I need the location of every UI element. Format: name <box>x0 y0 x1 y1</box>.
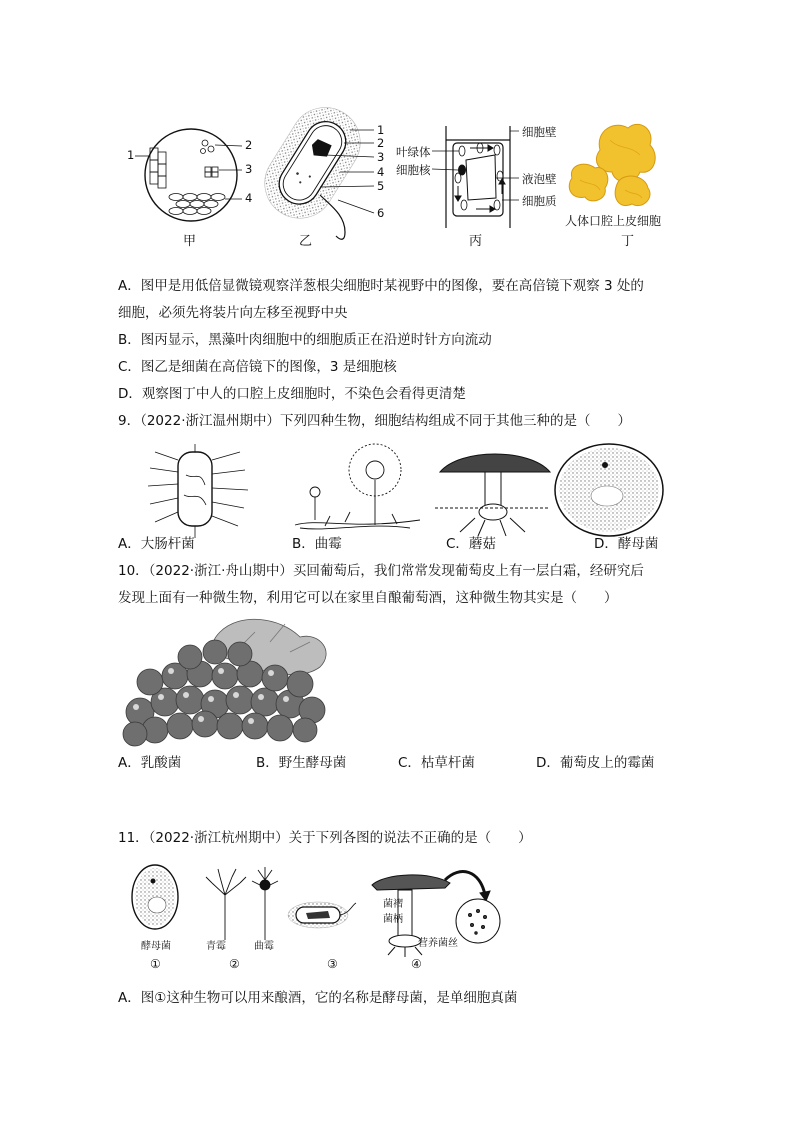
q9-option-b: B．曲霉 <box>292 536 342 552</box>
q11-label-penicillium: 青霉 <box>206 941 226 952</box>
q11-number-2: ② <box>229 957 240 971</box>
bing-caption: 丙 <box>469 234 483 249</box>
mushroom-drawing <box>435 454 550 536</box>
q11-number-1: ① <box>150 957 161 971</box>
q9-stem: 9．（2022·浙江温州期中）下列四种生物，细胞结构组成不同于其他三种的是（ ） <box>118 413 631 429</box>
yi-label-4: 4 <box>377 165 385 179</box>
yi-label-1: 1 <box>377 123 385 137</box>
q11-number-3: ③ <box>327 957 338 971</box>
yi-label-2: 2 <box>377 136 385 150</box>
q11-label-gills: 菌褶 <box>383 899 403 910</box>
q11-label-stalk: 菌柄 <box>383 914 403 925</box>
yi-label-6: 6 <box>377 206 385 220</box>
jia-caption: 甲 <box>183 234 197 249</box>
q10-option-b: B．野生酵母菌 <box>256 755 347 771</box>
ding-label: 人体口腔上皮细胞 <box>565 214 662 228</box>
q8-option-c: C．图乙是细菌在高倍镜下的图像，3 是细胞核 <box>118 359 397 375</box>
yi-label-3: 3 <box>377 150 385 164</box>
q8-option-a-line1: A．图甲是用低倍显微镜观察洋葱根尖细胞时某视野中的图像，要在高倍镜下观察 3 处的 <box>118 278 644 294</box>
jia-label-4: 4 <box>245 191 253 205</box>
q9-option-c: C．蘑菇 <box>446 536 496 552</box>
q10-stem-line1: 10．（2022·浙江·舟山期中）买回葡萄后，我们常常发现葡萄皮上有一层白霜，经研究后 <box>118 563 644 579</box>
jia-label-3: 3 <box>245 162 253 176</box>
q11-option-a: A．图①这种生物可以用来酿酒，它的名称是酵母菌，是单细胞真菌 <box>118 990 518 1006</box>
bing-label-cytoplasm: 细胞质 <box>522 194 557 208</box>
ding-caption: 丁 <box>621 234 635 249</box>
grapes-image <box>0 612 794 752</box>
q11-number-4: ④ <box>411 957 422 971</box>
q8-option-a-line2: 细胞，必须先将装片向左移至视野中央 <box>118 305 348 321</box>
yeast-drawing <box>555 444 663 536</box>
q10-option-d: D．葡萄皮上的霉菌 <box>536 755 655 771</box>
bing-label-chloroplast: 叶绿体 <box>396 145 431 159</box>
ding-drawing <box>0 0 794 260</box>
q11-label-yeast: 酵母菌 <box>141 941 171 952</box>
q10-option-c: C．枯草杆菌 <box>398 755 475 771</box>
q11-yeast-drawing <box>132 865 178 929</box>
q11-penicillium-drawing <box>206 867 278 940</box>
q10-option-a: A．乳酸菌 <box>118 755 182 771</box>
q9-option-d: D．酵母菌 <box>594 536 659 552</box>
yi-label-5: 5 <box>377 179 385 193</box>
aspergillus-drawing <box>295 444 420 529</box>
ecoli-drawing <box>148 444 248 538</box>
q8-option-d: D．观察图丁中人的口腔上皮细胞时，不染色会看得更清楚 <box>118 386 466 402</box>
q8-option-b: B．图丙显示，黑藻叶肉细胞中的细胞质正在沿逆时针方向流动 <box>118 332 492 348</box>
q11-bacterium-drawing <box>288 902 356 928</box>
q9-option-a: A．大肠杆菌 <box>118 536 195 552</box>
bing-label-nucleus: 细胞核 <box>396 163 431 177</box>
jia-label-2: 2 <box>245 138 253 152</box>
q11-stem: 11．（2022·浙江杭州期中）关于下列各图的说法不正确的是（ ） <box>118 830 532 846</box>
q11-label-aspergillus: 曲霉 <box>254 941 274 952</box>
bing-label-cell-wall: 细胞壁 <box>522 125 557 139</box>
q9-figures <box>0 440 794 540</box>
bing-label-vacuole-wall: 液泡壁 <box>522 172 557 186</box>
q11-label-hyphae: 营养菌丝 <box>418 938 458 949</box>
yi-caption: 乙 <box>299 234 313 249</box>
q10-stem-line2: 发现上面有一种微生物，利用它可以在家里自酿葡萄酒，这种微生物其实是（ ） <box>118 590 618 606</box>
jia-label-1: 1 <box>127 148 135 162</box>
